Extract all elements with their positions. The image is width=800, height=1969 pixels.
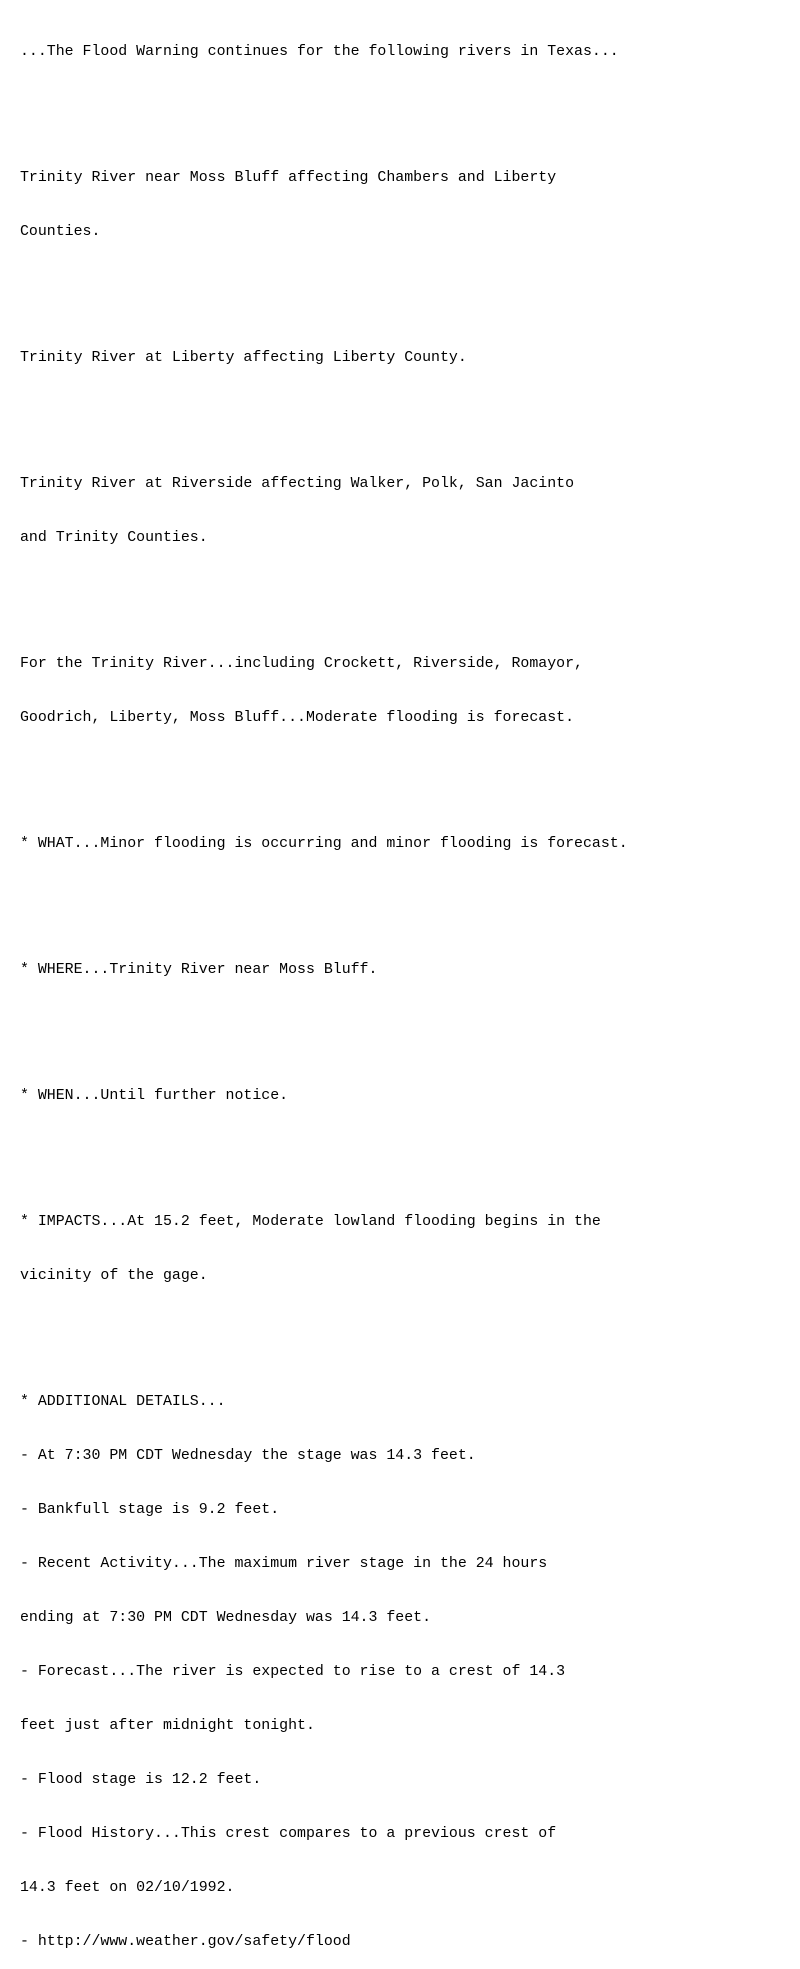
impacts-line-1: * IMPACTS...At 15.2 feet, Moderate lowland flooding begins in the	[20, 1214, 601, 1230]
header-line: ...The Flood Warning continues for the following rivers in Texas...	[20, 44, 619, 60]
blank-line	[20, 1015, 628, 1033]
summary-line-2: Goodrich, Liberty, Moss Bluff...Moderate flooding is forecast.	[20, 710, 575, 726]
blank-line	[20, 1321, 628, 1339]
details-forecast-line-1: - Forecast...The river is expected to rise to a crest of 14.3	[20, 1664, 566, 1680]
blank-line	[20, 763, 628, 781]
additional-details-heading: * ADDITIONAL DETAILS...	[20, 1394, 226, 1410]
river-liberty-line: Trinity River at Liberty affecting Liberty County.	[20, 350, 467, 366]
details-forecast-line-2: feet just after midnight tonight.	[20, 1718, 315, 1734]
blank-line	[20, 403, 628, 421]
details-flood-history-line-1: - Flood History...This crest compares to a previous crest of	[20, 1826, 557, 1842]
blank-line	[20, 277, 628, 295]
river-moss-bluff-line-1: Trinity River near Moss Bluff affecting Chambers and Liberty	[20, 170, 557, 186]
impacts-line-2: vicinity of the gage.	[20, 1268, 208, 1284]
details-recent-activity-line-2: ending at 7:30 PM CDT Wednesday was 14.3 feet.	[20, 1610, 432, 1626]
details-bankfull-line: - Bankfull stage is 9.2 feet.	[20, 1502, 280, 1518]
when-bullet: * WHEN...Until further notice.	[20, 1088, 289, 1104]
flood-warning-text	[20, 7, 628, 1969]
where-bullet: * WHERE...Trinity River near Moss Bluff.	[20, 962, 378, 978]
blank-line	[20, 889, 628, 907]
river-riverside-line-2: and Trinity Counties.	[20, 530, 208, 546]
river-riverside-line-1: Trinity River at Riverside affecting Walker, Polk, San Jacinto	[20, 476, 575, 492]
details-flood-history-line-2: 14.3 feet on 02/10/1992.	[20, 1880, 235, 1896]
details-stage-line: - At 7:30 PM CDT Wednesday the stage was 14.3 feet.	[20, 1448, 476, 1464]
blank-line	[20, 1141, 628, 1159]
details-flood-stage-line: - Flood stage is 12.2 feet.	[20, 1772, 262, 1788]
blank-line	[20, 583, 628, 601]
what-bullet: * WHAT...Minor flooding is occurring and minor flooding is forecast.	[20, 836, 628, 852]
details-recent-activity-line-1: - Recent Activity...The maximum river stage in the 24 hours	[20, 1556, 548, 1572]
river-moss-bluff-line-2: Counties.	[20, 224, 101, 240]
summary-line-1: For the Trinity River...including Crockett, Riverside, Romayor,	[20, 656, 583, 672]
safety-flood-link[interactable]: - http://www.weather.gov/safety/flood	[20, 1934, 351, 1950]
blank-line	[20, 97, 628, 115]
